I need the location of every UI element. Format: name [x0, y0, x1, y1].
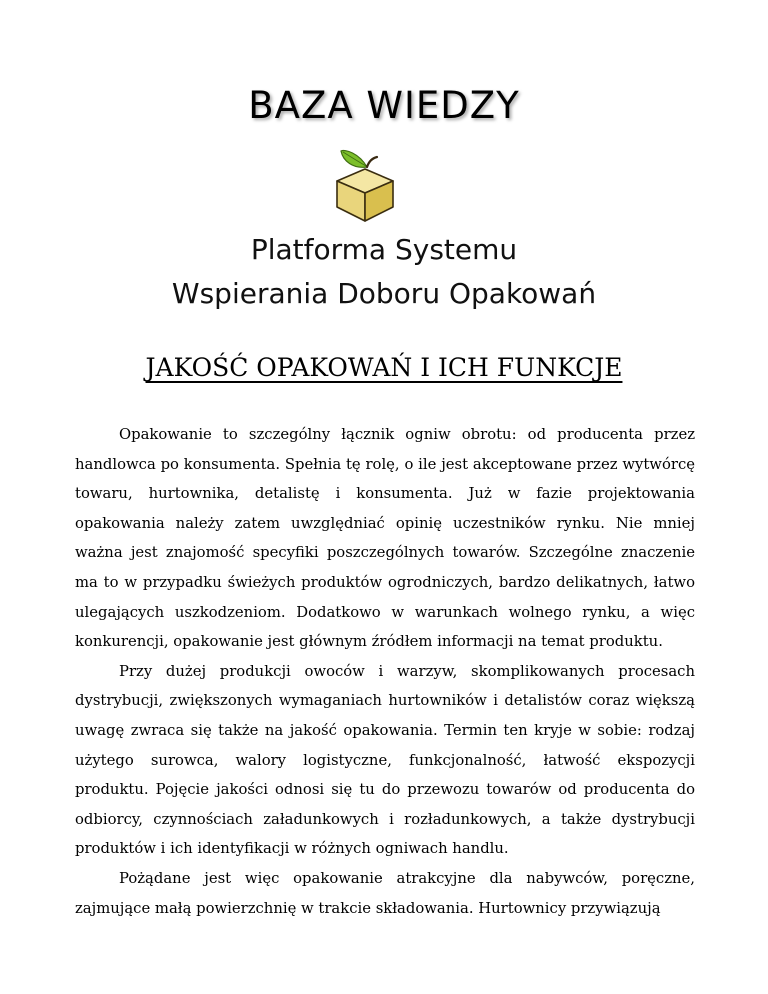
section-heading: JAKOŚĆ OPAKOWAŃ I ICH FUNKCJE	[145, 353, 623, 382]
paragraph-1: Opakowanie to szczególny łącznik ogniw obrotu: od producenta przez handlowca po konsumenta. Spełnia tę rolę, o ile jest akceptowane przez wytwórcę towaru, hurtownika, detalistę i konsumenta. Już w fazie projektowania opakowania należy zatem uwzględniać opinię uczestników rynku. Nie mniej ważna jest znajomość specyfiki poszczególnych towarów. Szczególne znaczenie ma to w przypadku świeżych produktów ogrodniczych, bardzo delikatnych, łatwo ulegających uszkodzeniom. Dodatkowo w warunkach wolnego rynku, a więc konkurencji, opakowanie jest głównym źródłem informacji na temat produktu.	[75, 426, 695, 651]
paragraph-3: Pożądane jest więc opakowanie atrakcyjne dla nabywców, poręczne, zajmujące małą powierzchnię w trakcie składowania. Hurtownicy przywiązują	[75, 869, 695, 917]
subtitle-line-2: Wspierania Doboru Opakowań	[171, 277, 597, 310]
subtitle-line-1: Platforma Systemu	[250, 233, 518, 266]
platform-subtitle	[0, 228, 768, 316]
body-text	[75, 420, 695, 923]
page-title: BAZA WIEDZY	[248, 84, 520, 127]
paragraph-2: Przy dużej produkcji owoców i warzyw, skomplikowanych procesach dystrybucji, zwiększonych wymaganiach hurtowników i detalistów coraz większą uwagę zwraca się także na jakość opakowania. Termin ten kryje w sobie: rodzaj użytego surowca, walory logistyczne, funkcjonalność, łatwość ekspozycji produktu. Pojęcie jakości odnosi się tu do przewozu towarów od producenta do odbiorcy, czynnościach załadunkowych i rozładunkowych, a także dystrybucji produktów i ich identyfikacji w różnych ogniwach handlu.	[75, 662, 695, 858]
apple-box-icon	[333, 147, 397, 223]
